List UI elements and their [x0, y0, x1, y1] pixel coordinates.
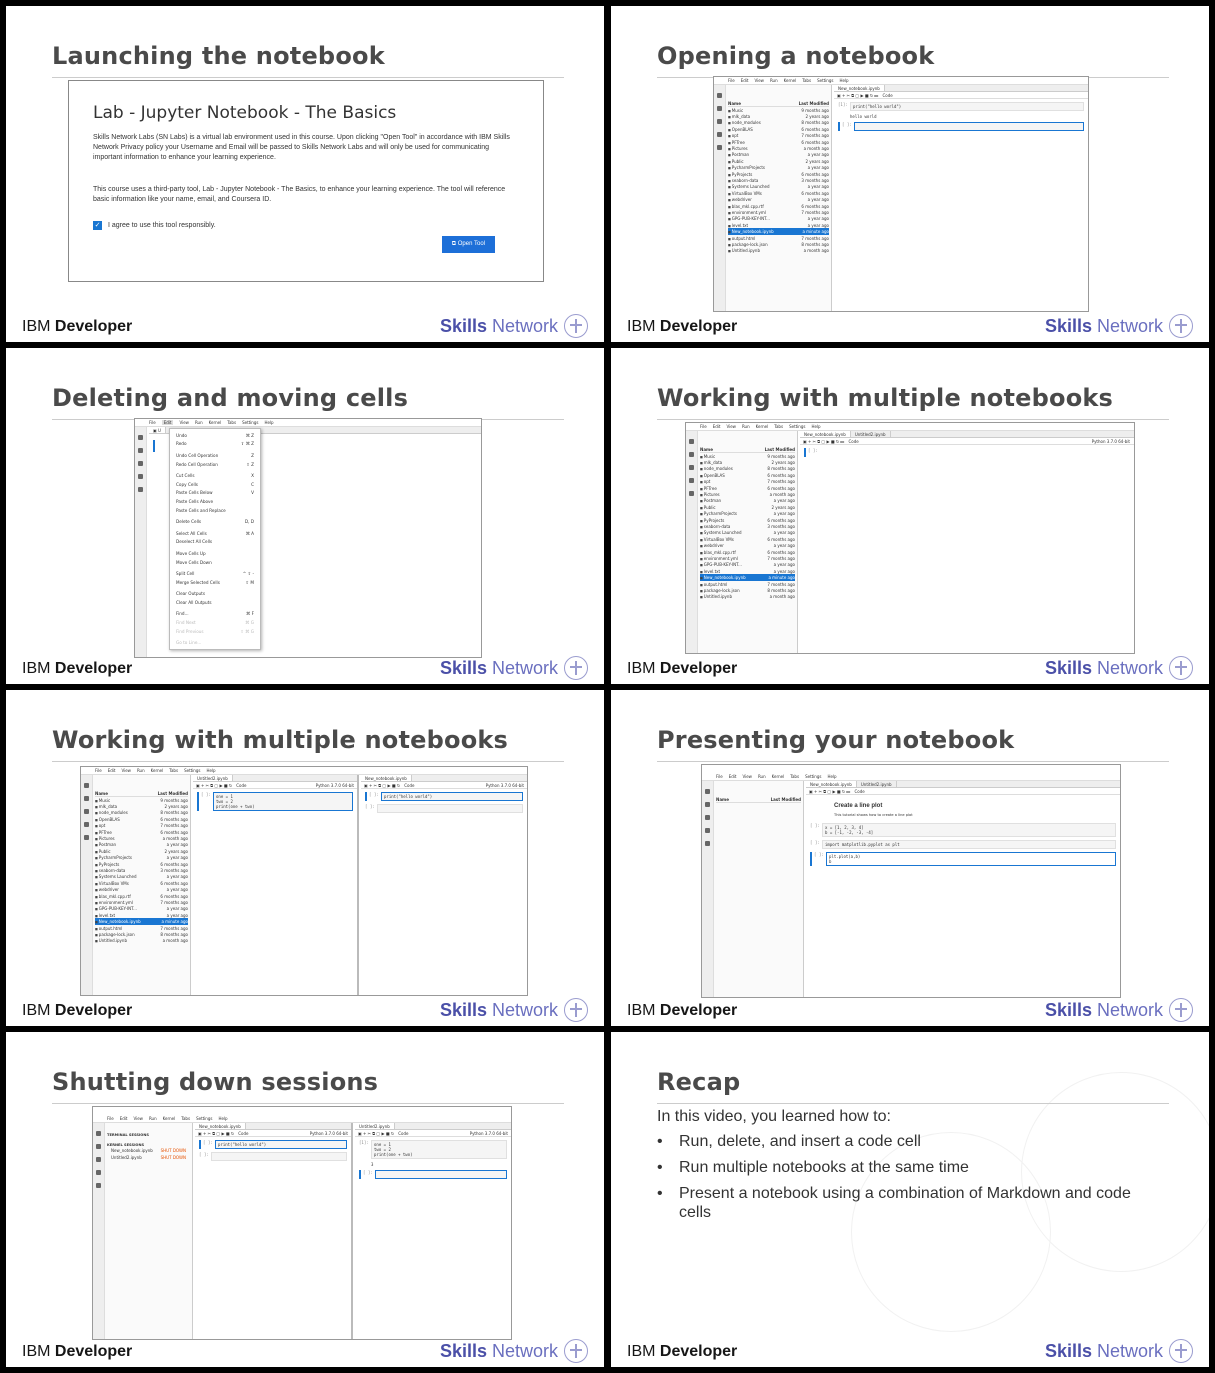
file-row[interactable]: ■ Public 2 years ago [95, 848, 188, 854]
file-row[interactable]: ■ PycharmProjects a year ago [95, 855, 188, 861]
cell-type-select[interactable]: Code [238, 1130, 249, 1136]
file-row[interactable]: ■ environment.yml 7 months ago [700, 555, 795, 561]
kernel-name: Python 3.7.0 64-bit [309, 1130, 348, 1136]
palette-icon [138, 461, 143, 466]
tab-bar [800, 431, 1134, 438]
file-row[interactable]: ■ output.html 7 months ago [700, 581, 795, 587]
notebook-panel-left [193, 775, 359, 995]
palette-icon [84, 809, 89, 814]
edit-menu-item[interactable]: Find Next ⌘ G [176, 620, 254, 626]
slide-title: Recap [657, 1068, 741, 1096]
file-row[interactable]: ■ Systems Launched a year ago [728, 184, 829, 190]
wrench-icon [717, 132, 722, 137]
slide-multiple-1 [611, 348, 1209, 684]
palette-icon [689, 465, 694, 470]
folder-icon [717, 93, 722, 98]
file-row[interactable]: ■ OpenBLAS 6 months ago [728, 126, 829, 132]
active-code-cell[interactable]: [ ]: print("hello world") [365, 792, 523, 801]
skills-network-icon [564, 314, 588, 338]
edit-menu-item[interactable]: Deselect All Cells [176, 539, 213, 545]
active-code-cell[interactable]: [ ]: [838, 122, 1084, 131]
skills-network-icon [564, 1339, 588, 1363]
edit-menu-item[interactable]: Redo Cell Operation ⇧ Z [176, 461, 254, 467]
file-row[interactable]: ■ New_notebook.ipynb a minute ago [728, 228, 829, 234]
edit-menu-item[interactable]: Undo ⌘ Z [176, 432, 254, 438]
file-row[interactable]: ■ blas_mkl.cpp.rtf 6 months ago [728, 203, 829, 209]
file-row[interactable]: ■ PycharmProjects a year ago [700, 511, 795, 517]
open-tool-dialog [68, 80, 544, 282]
menu-bar: File Edit View Run Kernel Tabs Settings Help [702, 765, 1120, 781]
slide-launching [6, 6, 604, 342]
notebook-toolbar: ▣ + ✂ ⧉ ▢ ▶ ■ ↻ Code Python 3.7.0 64-bit [355, 1130, 511, 1137]
kernel-name: Python 3.7.0 64-bit [469, 1130, 508, 1136]
recap-intro: In this video, you learned how to: [657, 1108, 891, 1125]
activity-bar [93, 1123, 105, 1339]
running-icon [689, 452, 694, 457]
file-row[interactable]: ■ node_modules 8 months ago [700, 466, 795, 472]
notebook-panel [800, 431, 1134, 653]
jupyter-screenshot [685, 422, 1135, 654]
tabs-icon [138, 487, 143, 492]
active-code-cell[interactable]: [ ]: [359, 1170, 507, 1179]
code-cell[interactable]: [ ]: import matplotlib.pyplot as plt [810, 840, 1116, 849]
notebook-toolbar: ▣ + ✂ ⧉ ▢ ▶ ■ ↻ ▸▸ Code [806, 788, 1120, 795]
active-code-cell[interactable]: [ ]: one = 1 two = 2 print(one + two) [197, 792, 353, 811]
menu-bar: File Edit View Run Kernel Tabs Settings Help [686, 423, 1134, 431]
terminal-sessions-header: TERMINAL SESSIONS [107, 1133, 149, 1137]
tabs-icon [96, 1183, 101, 1188]
tab-bar [195, 1123, 351, 1130]
tab-bar [806, 781, 1120, 788]
file-row[interactable]: ■ mlk_data 2 years ago [700, 459, 795, 465]
file-row[interactable]: ■ blas_mkl.cpp.rtf 6 months ago [700, 549, 795, 555]
menu-bar: File Edit View Run Kernel Tabs Settings Help [81, 767, 527, 775]
edit-menu-item[interactable]: Move Cells Down [176, 559, 212, 565]
file-row[interactable]: ■ node_modules 8 months ago [728, 120, 829, 126]
edit-menu-item[interactable]: Go to Line... [176, 640, 202, 646]
skills-network-icon [1169, 998, 1193, 1022]
slide-shutting-down [6, 1032, 604, 1367]
running-icon [84, 796, 89, 801]
file-row[interactable]: ■ PFTree 6 months ago [700, 485, 795, 491]
menu-bar: File Edit View Run Kernel Tabs Settings Help [135, 419, 481, 427]
tab-bar [834, 85, 1088, 92]
slide-title: Opening a notebook [657, 42, 935, 70]
file-browser [698, 431, 798, 653]
file-row[interactable]: ■ Music 9 months ago [95, 797, 188, 803]
notebook-toolbar: ▣ + ✂ ⧉ ▢ ▶ ■ ↻ Code Python 3.7.0 64-bit [195, 1130, 351, 1137]
session-row: Untitled2.ipynb SHUT DOWN [111, 1155, 186, 1160]
kernel-name: Python 3.7.0 64-bit [315, 782, 354, 788]
file-browser [714, 781, 804, 997]
notebook-panel [834, 85, 1088, 311]
tab-untitled[interactable]: ▣ U [149, 427, 166, 433]
slide-presenting [611, 690, 1209, 1026]
file-row[interactable]: ■ Systems Launched a year ago [95, 874, 188, 880]
title-rule [52, 77, 564, 78]
ibm-developer-logo: IBM Developer [22, 1343, 133, 1360]
file-row[interactable]: ■ Untitled.ipynb a month ago [700, 594, 795, 600]
slide-title: Launching the notebook [52, 42, 385, 70]
skills-network-logo: Skills Network [1045, 998, 1193, 1022]
file-row[interactable]: ■ PFTree 6 months ago [728, 139, 829, 145]
running-icon [717, 106, 722, 111]
kernel-name: Python 3.7.0 64-bit [485, 782, 524, 788]
skills-network-icon [564, 656, 588, 680]
skills-network-icon [1169, 314, 1193, 338]
file-row[interactable]: ■ Pictures a month ago [700, 491, 795, 497]
file-row[interactable]: ■ GPG-PUB-KEY-INT... a year ago [700, 562, 795, 568]
file-row[interactable]: ■ OpenBLAS 6 months ago [700, 472, 795, 478]
edit-menu-item[interactable]: Move Cells Up [176, 550, 206, 556]
session-row: New_notebook.ipynb SHUT DOWN [111, 1148, 186, 1153]
skills-network-icon [564, 998, 588, 1022]
file-row[interactable]: ■ seaborn-data 3 months ago [700, 523, 795, 529]
skills-network-icon [1169, 656, 1193, 680]
recap-list [657, 1132, 1157, 1229]
edit-menu-item[interactable]: Split Cell ^ ⇧ - [176, 571, 254, 577]
edit-menu-item[interactable]: Copy Cells C [176, 481, 254, 487]
markdown-heading: Create a line plot [834, 803, 883, 809]
file-browser [726, 85, 832, 311]
cell-output: hello world [850, 114, 877, 119]
ibm-developer-logo: IBM Developer [627, 660, 738, 677]
file-row[interactable]: ■ Public 2 years ago [728, 158, 829, 164]
edit-menu-item[interactable]: Clear Outputs [176, 591, 206, 597]
menu-bar: File Edit View Run Kernel Tabs Settings Help [93, 1107, 511, 1123]
file-row[interactable]: ■ GPG-PUB-KEY-INT... a year ago [95, 906, 188, 912]
shutdown-button[interactable]: SHUT DOWN [160, 1148, 186, 1153]
skills-network-logo: Skills Network [440, 998, 588, 1022]
file-row[interactable]: ■ PycharmProjects a year ago [728, 165, 829, 171]
code-cell[interactable]: [1]: print("hello world") [838, 102, 1084, 111]
recap-item: • Run, delete, and insert a code cell [657, 1132, 1157, 1151]
cell-type-select[interactable]: Code [848, 438, 859, 444]
file-row[interactable]: ■ Postman a year ago [95, 842, 188, 848]
file-row[interactable]: ■ Music 9 months ago [700, 453, 795, 459]
file-row[interactable]: ■ environment.yml 7 months ago [728, 209, 829, 215]
file-row[interactable]: ■ level.txt a year ago [95, 912, 188, 918]
jupyter-screenshot [701, 764, 1121, 998]
file-browser-header: Name Last Modified [700, 447, 795, 452]
file-row[interactable]: ■ mlk_data 2 years ago [95, 803, 188, 809]
wrench-icon [138, 474, 143, 479]
file-browser-header: Name Last Modified [716, 797, 801, 802]
ibm-developer-logo: IBM Developer [22, 318, 133, 335]
file-row[interactable]: ■ Untitled.ipynb a month ago [728, 248, 829, 254]
wrench-icon [689, 478, 694, 483]
file-browser-header: Name Last Modified [95, 791, 188, 796]
slide-recap [611, 1032, 1209, 1367]
skills-network-logo: Skills Network [440, 1339, 588, 1363]
edit-menu-item[interactable]: Paste Cells Above [176, 498, 214, 504]
wrench-icon [705, 828, 710, 833]
activity-bar [686, 431, 698, 653]
edit-menu-item[interactable]: Find Previous ⇧ ⌘ G [176, 628, 254, 634]
tab-bar [355, 1123, 511, 1130]
slide-title: Deleting and moving cells [52, 384, 409, 412]
tab-new-notebook[interactable]: New_notebook.ipynb [195, 1123, 246, 1129]
menu-bar: File Edit View Run Kernel Tabs Settings Help [714, 77, 1088, 85]
folder-icon [96, 1131, 101, 1136]
slide-title: Working with multiple notebooks [52, 726, 509, 754]
notebook-toolbar: ▣ + ✂ ⧉ ▢ ▶ ■ ↻ ▸▸ Code [834, 92, 1088, 99]
slide-title: Presenting your notebook [657, 726, 1015, 754]
slide-opening [611, 6, 1209, 342]
edit-menu-item[interactable]: Find... ⌘ F [176, 611, 254, 617]
file-row[interactable]: ■ mlk_data 2 years ago [728, 113, 829, 119]
notebook-panel-right [355, 1123, 511, 1339]
palette-icon [705, 815, 710, 820]
cell-type-select[interactable]: Code [398, 1130, 409, 1136]
kernel-sessions-header: KERNEL SESSIONS [107, 1143, 145, 1147]
tab-new-notebook[interactable]: New_notebook.ipynb [834, 85, 885, 91]
file-row[interactable]: ■ blas_mkl.cpp.rtf 6 months ago [95, 893, 188, 899]
edit-menu-item[interactable]: Merge Selected Cells ⇧ M [176, 579, 254, 585]
file-row[interactable]: ■ webdriver a year ago [95, 886, 188, 892]
tab-new-notebook[interactable]: New_notebook.ipynb [361, 775, 412, 781]
ibm-developer-logo: IBM Developer [22, 1002, 133, 1019]
file-row[interactable]: ■ VirtualBox VMs 6 months ago [728, 190, 829, 196]
file-row[interactable]: ■ opt 7 months ago [700, 479, 795, 485]
file-row[interactable]: ■ package-lock.json 8 months ago [95, 931, 188, 937]
title-rule [52, 1103, 564, 1104]
code-cell[interactable]: [ ]: [365, 804, 523, 813]
file-row[interactable]: ■ Pictures a month ago [95, 835, 188, 841]
file-row[interactable]: ■ level.txt a year ago [728, 222, 829, 228]
open-tool-button[interactable] [442, 236, 495, 253]
notebook-toolbar: ▣ + ✂ ⧉ ▢ ▶ ■ ↻ Code Python 3.7.0 64-bit [361, 782, 527, 789]
jupyter-screenshot [713, 76, 1089, 312]
cell-type-select[interactable]: Code [404, 782, 415, 788]
skills-network-logo: Skills Network [1045, 656, 1193, 680]
notebook-panel-left [195, 1123, 353, 1339]
edit-menu-item[interactable]: Paste Cells Below V [176, 490, 254, 496]
ibm-developer-logo: IBM Developer [627, 318, 738, 335]
ibm-developer-logo: IBM Developer [627, 1343, 738, 1360]
code-cell[interactable]: [ ]: [199, 1152, 347, 1161]
agree-checkbox[interactable] [93, 221, 519, 230]
shutdown-button[interactable]: SHUT DOWN [160, 1155, 186, 1160]
edit-menu-item[interactable]: Select All Cells ⌘ A [176, 530, 254, 536]
edit-menu-item[interactable]: Cut Cells X [176, 473, 254, 479]
tab-new-notebook[interactable]: New_notebook.ipynb [806, 781, 857, 787]
cell-type-select[interactable]: Code [236, 782, 247, 788]
tabs-icon [84, 835, 89, 840]
cell-type-select[interactable]: Code [854, 788, 865, 794]
file-row[interactable]: ■ New_notebook.ipynb a minute ago [95, 918, 188, 924]
file-row[interactable]: ■ New_notebook.ipynb a minute ago [700, 574, 795, 580]
skills-network-logo: Skills Network [1045, 1339, 1193, 1363]
notebook-toolbar: ▣ + ✂ ⧉ ▢ ▶ ■ ↻ Code Python 3.7.0 64-bit [193, 782, 357, 789]
code-cell[interactable]: [1]: one = 1 two = 2 print(one + two) [359, 1140, 507, 1159]
file-browser-header: Name Last Modified [728, 101, 829, 106]
title-rule [52, 761, 564, 762]
edit-menu-item[interactable]: Paste Cells and Replace [176, 507, 226, 513]
file-row[interactable]: ■ Systems Launched a year ago [700, 530, 795, 536]
file-row[interactable]: ■ level.txt a year ago [700, 568, 795, 574]
file-row[interactable]: ■ node_modules 8 months ago [95, 810, 188, 816]
skills-network-logo: Skills Network [440, 314, 588, 338]
file-row[interactable]: ■ PFTree 6 months ago [95, 829, 188, 835]
palette-icon [717, 119, 722, 124]
tabs-icon [717, 145, 722, 150]
notebook-panel-right [361, 775, 527, 995]
slide-title: Working with multiple notebooks [657, 384, 1114, 412]
cell-output: 3 [371, 1162, 374, 1167]
file-row[interactable]: ■ PyProjects 6 months ago [95, 861, 188, 867]
title-rule [657, 419, 1169, 420]
edit-menu-item[interactable]: Clear All Outputs [176, 599, 212, 605]
palette-icon [96, 1157, 101, 1162]
active-code-cell[interactable]: [ ]: [804, 448, 1130, 457]
file-row[interactable]: ■ Untitled.ipynb a month ago [95, 938, 188, 944]
tab-bar [193, 775, 357, 782]
activity-bar [135, 427, 147, 657]
open-tool-label: Open Tool [457, 241, 485, 247]
folder-icon [705, 789, 710, 794]
file-row[interactable]: ■ PyProjects 6 months ago [700, 517, 795, 523]
file-row[interactable]: ■ package-lock.json 8 months ago [728, 241, 829, 247]
skills-network-logo: Skills Network [440, 656, 588, 680]
edit-menu-item[interactable]: Undo Cell Operation Z [176, 452, 254, 458]
file-row[interactable]: ■ output.html 7 months ago [728, 235, 829, 241]
file-row[interactable]: ■ PyProjects 6 months ago [728, 171, 829, 177]
tab-untitled[interactable]: Untitled2.ipynb [193, 775, 233, 781]
file-row[interactable]: ■ VirtualBox VMs 6 months ago [700, 536, 795, 542]
file-row[interactable]: ■ webdriver a year ago [728, 196, 829, 202]
dialog-para-1: Skills Network Labs (SN Labs) is a virtual lab environment used in this course. Upon clicking "Open Tool" in accordance with IBM Skills Network Privacy policy your Username and Email will be passed to Skills Network Labs and will only be used for communicating important information to enhance your learning experience. [93, 134, 510, 161]
notebook-toolbar: ▣ + ✂ ⧉ ▢ ▶ ■ ↻ ▸▸ Code Python 3.7.0 64-bit [800, 438, 1134, 445]
notebook-panel [806, 781, 1120, 997]
code-cell[interactable]: [ ]: x = [1, 2, 3, 4] b = [-1, -2, -3, -4] [810, 823, 1116, 837]
file-row[interactable]: ■ opt 7 months ago [728, 133, 829, 139]
edit-menu-item[interactable]: Redo ⇧ ⌘ Z [176, 441, 254, 447]
wrench-icon [84, 822, 89, 827]
active-code-cell[interactable]: [ ]: print("hello world") [199, 1140, 347, 1149]
folder-icon [138, 435, 143, 440]
file-row[interactable]: ■ webdriver a year ago [700, 542, 795, 548]
active-code-cell[interactable]: [ ]: plt.plot(a,b) b [810, 852, 1116, 866]
file-row[interactable]: ■ Postman a year ago [728, 152, 829, 158]
jupyter-screenshot [92, 1106, 512, 1340]
slide-title: Shutting down sessions [52, 1068, 379, 1096]
file-row[interactable]: ■ seaborn-data 3 months ago [728, 177, 829, 183]
file-row[interactable]: ■ seaborn-data 3 months ago [95, 867, 188, 873]
tab-new-notebook[interactable]: New_notebook.ipynb [800, 431, 851, 437]
ibm-developer-logo: IBM Developer [627, 1002, 738, 1019]
external-link-icon: ⧉ [451, 241, 458, 247]
file-row[interactable]: ■ Public 2 years ago [700, 504, 795, 510]
skills-network-logo: Skills Network [1045, 314, 1193, 338]
file-row[interactable]: ■ Postman a year ago [700, 498, 795, 504]
file-row[interactable]: ■ GPG-PUB-KEY-INT... a year ago [728, 216, 829, 222]
file-row[interactable]: ■ opt 7 months ago [95, 823, 188, 829]
running-icon [705, 802, 710, 807]
tab-bar [361, 775, 527, 782]
tab-untitled[interactable]: Untitled2.ipynb [355, 1123, 395, 1129]
activity-bar [702, 781, 714, 997]
file-row[interactable]: ■ output.html 7 months ago [95, 925, 188, 931]
activity-bar [81, 775, 93, 995]
ibm-developer-logo: IBM Developer [22, 660, 133, 677]
running-icon [138, 448, 143, 453]
running-icon [96, 1144, 101, 1149]
kernel-name: Python 3.7.0 64-bit [1091, 438, 1130, 444]
activity-bar [714, 85, 726, 311]
file-row[interactable]: ■ Music 9 months ago [728, 107, 829, 113]
tab-untitled[interactable]: Untitled2.ipynb [857, 781, 897, 787]
running-sessions-panel [105, 1123, 193, 1339]
file-row[interactable]: ■ Pictures a month ago [728, 145, 829, 151]
file-row[interactable]: ■ OpenBLAS 6 months ago [95, 816, 188, 822]
file-browser [93, 775, 191, 995]
edit-menu [169, 428, 261, 650]
folder-icon [84, 783, 89, 788]
title-rule [657, 1103, 1169, 1104]
file-row[interactable]: ■ package-lock.json 8 months ago [700, 587, 795, 593]
dialog-para-2: This course uses a third-party tool, Lab - Jupyter Notebook - The Basics, to enhance your learning experience. The tool will reference basic information like your name, email, and Coursera ID. [93, 186, 506, 203]
file-row[interactable]: ■ VirtualBox VMs 6 months ago [95, 880, 188, 886]
file-row[interactable]: ■ environment.yml 7 months ago [95, 899, 188, 905]
agree-label: I agree to use this tool responsibly. [108, 222, 216, 229]
jupyter-screenshot [80, 766, 528, 996]
slide-multiple-2 [6, 690, 604, 1026]
tab-untitled[interactable]: Untitled2.ipynb [851, 431, 891, 437]
recap-item: • Present a notebook using a combination of Markdown and code cells [657, 1184, 1157, 1222]
jupyter-screenshot [134, 418, 482, 658]
markdown-desc: This tutorial shows how to create a line plot [834, 813, 913, 817]
cell-type-select[interactable]: Code [882, 92, 893, 98]
tabs-icon [705, 841, 710, 846]
edit-menu-item[interactable]: Delete Cells D, D [176, 519, 254, 525]
title-rule [657, 761, 1169, 762]
check-icon: ✓ [94, 222, 101, 229]
slide-deleting [6, 348, 604, 684]
wrench-icon [96, 1170, 101, 1175]
tabs-icon [689, 491, 694, 496]
skills-network-icon [1169, 1339, 1193, 1363]
folder-icon [689, 439, 694, 444]
dialog-title: Lab - Jupyter Notebook - The Basics [93, 103, 397, 123]
recap-item: • Run multiple notebooks at the same time [657, 1158, 1157, 1177]
